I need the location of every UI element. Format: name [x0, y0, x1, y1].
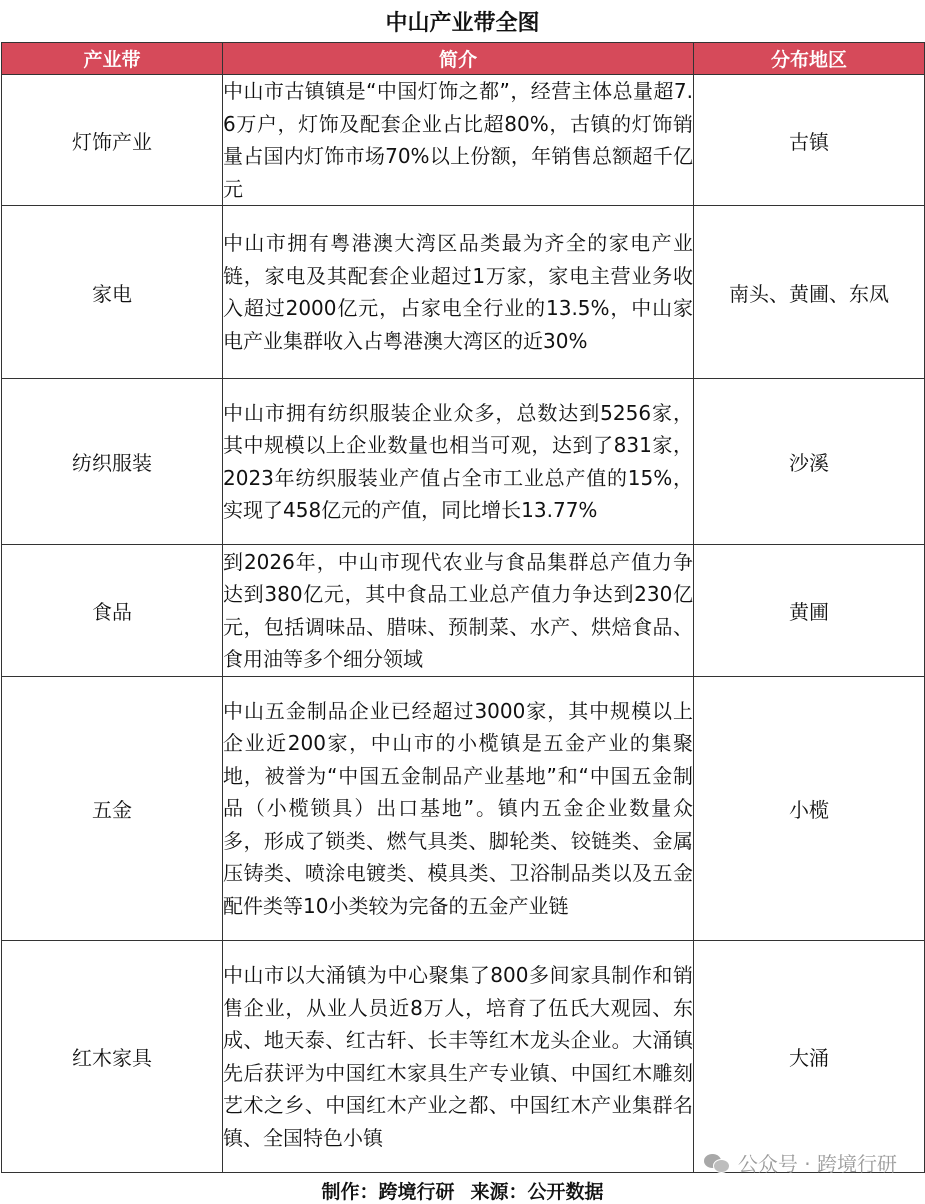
industry-region: 大涌	[694, 941, 925, 1173]
table-row	[2, 941, 925, 1173]
table-row	[2, 206, 925, 379]
watermark	[704, 1148, 897, 1177]
industry-description: 中山市拥有粤港澳大湾区品类最为齐全的家电产业链，家电及其配套企业超过1万家，家电主营业务收入超过2000亿元，占家电全行业的13.5%，中山家电产业集群收入占粤港澳大湾区的近30%	[223, 206, 694, 379]
header-industry: 产业带	[2, 43, 223, 75]
header-region: 分布地区	[694, 43, 925, 75]
industry-region: 南头、黄圃、东凤	[694, 206, 925, 379]
industry-name: 五金	[2, 677, 223, 941]
table-row	[2, 545, 925, 677]
industry-description: 中山市古镇镇是“中国灯饰之都”，经营主体总量超7.6万户，灯饰及配套企业占比超80%，古镇的灯饰销量占国内灯饰市场70%以上份额，年销售总额超千亿元	[223, 75, 694, 206]
table-header-row	[2, 43, 925, 75]
footer-source: 来源：公开数据	[470, 1180, 604, 1203]
industry-description: 中山五金制品企业已经超过3000家，其中规模以上企业近200家，中山市的小榄镇是五金产业的集聚地，被誉为“中国五金制品产业基地”和“中国五金制品（小榄锁具）出口基地”。镇内五金企业数量众多，形成了锁类、燃气具类、脚轮类、铰链类、金属压铸类、喷涂电镀类、模具类、卫浴制品类以及五金配件类等10小类较为完备的五金产业链	[223, 677, 694, 941]
table-row	[2, 677, 925, 941]
industry-description: 中山市拥有纺织服装企业众多，总数达到5256家，其中规模以上企业数量也相当可观，达到了831家，2023年纺织服装业产值占全市工业总产值的15%，实现了458亿元的产值，同比增长13.77%	[223, 379, 694, 545]
watermark-text: 公众号 · 跨境行研	[737, 1152, 897, 1176]
industry-name: 家电	[2, 206, 223, 379]
footer	[0, 1176, 925, 1204]
industry-description: 到2026年，中山市现代农业与食品集群总产值力争达到380亿元，其中食品工业总产值力争达到230亿元，包括调味品、腊味、预制菜、水产、烘焙食品、食用油等多个细分领域	[223, 545, 694, 677]
page-title: 中山产业带全图	[385, 10, 540, 36]
footer-maker: 制作：跨境行研	[321, 1180, 455, 1203]
industry-name: 纺织服装	[2, 379, 223, 545]
table-row	[2, 75, 925, 206]
industry-region: 黄圃	[694, 545, 925, 677]
wechat-icon	[704, 1152, 730, 1174]
industry-name: 食品	[2, 545, 223, 677]
header-description: 简介	[223, 43, 694, 75]
industry-description: 中山市以大涌镇为中心聚集了800多间家具制作和销售企业，从业人员近8万人，培育了伍氏大观园、东成、地天泰、红古轩、长丰等红木龙头企业。大涌镇先后获评为中国红木家具生产专业镇、中国红木雕刻艺术之乡、中国红木产业之都、中国红木产业集群名镇、全国特色小镇	[223, 941, 694, 1173]
table-row	[2, 379, 925, 545]
industry-region: 沙溪	[694, 379, 925, 545]
industry-table	[1, 42, 925, 1173]
industry-name: 红木家具	[2, 941, 223, 1173]
industry-region: 古镇	[694, 75, 925, 206]
industry-name: 灯饰产业	[2, 75, 223, 206]
industry-region: 小榄	[694, 677, 925, 941]
